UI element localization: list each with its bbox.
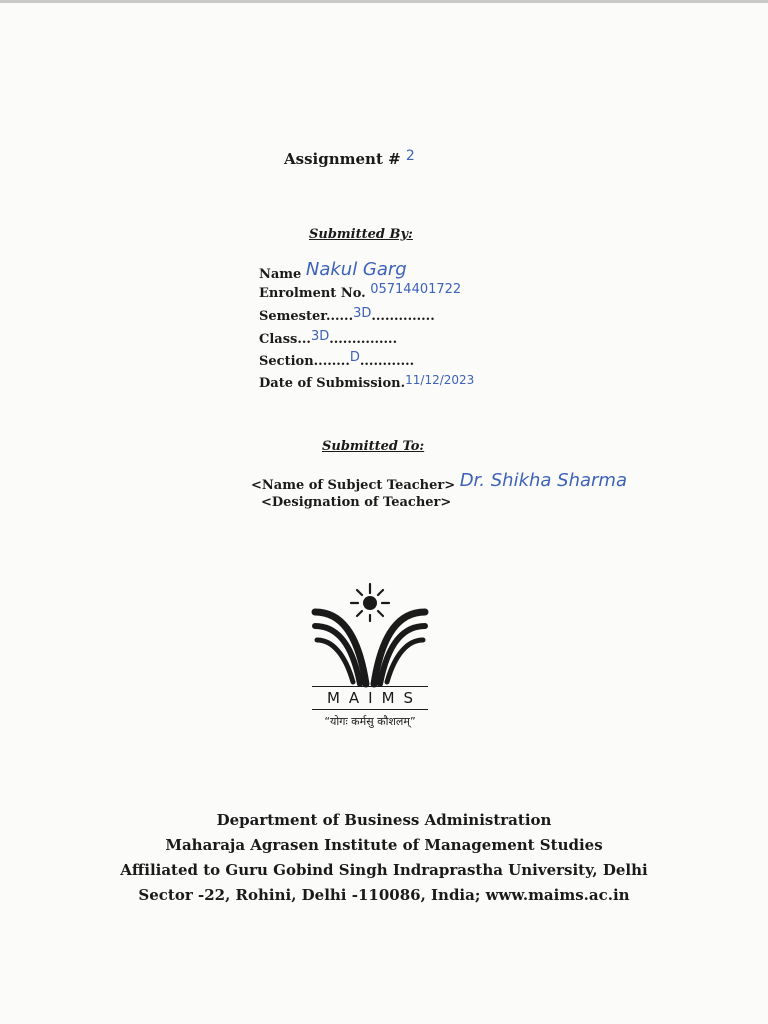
class-label: Class: [259, 332, 298, 347]
institute-line: Maharaja Agrasen Institute of Management Studies: [165, 836, 603, 854]
assignment-label: Assignment #: [284, 150, 401, 168]
assignment-title: [284, 150, 415, 168]
enrolment-label: Enrolment No.: [259, 286, 366, 301]
department-line: Department of Business Administration: [216, 811, 552, 829]
designation-label: <Designation of Teacher>: [261, 495, 452, 510]
maims-logo: [300, 580, 440, 750]
enrolment-value: 05714401722: [370, 282, 462, 297]
date-row: [259, 373, 475, 391]
teacher-row: [251, 470, 627, 494]
enrolment-row: [259, 282, 462, 301]
class-row: Class...3D...............: [259, 329, 398, 347]
name-value: Nakul Garg: [305, 259, 407, 280]
class-value: 3D: [310, 329, 330, 344]
name-row: [259, 259, 407, 283]
affiliation-line: Affiliated to Guru Gobind Singh Indraprastha University, Delhi: [120, 861, 648, 879]
name-label: Name: [259, 267, 302, 282]
semester-value: 3D: [353, 306, 372, 321]
teacher-label: <Name of Subject Teacher>: [251, 478, 456, 493]
address-line: Sector -22, Rohini, Delhi -110086, India; www.maims.ac.in: [138, 886, 630, 904]
submitted-to-heading: Submitted To:: [322, 439, 425, 454]
logo-motto: “योगः कर्मसु कौशलम्”: [324, 715, 416, 728]
date-value: 11/12/2023: [405, 373, 475, 387]
scan-edge: [0, 0, 768, 3]
date-label: Date of Submission.: [259, 376, 406, 391]
section-value: D: [349, 350, 360, 365]
assignment-number: 2: [405, 148, 415, 164]
semester-row: Semester......3D..............: [259, 306, 435, 324]
semester-label: Semester: [259, 309, 326, 324]
section-label: Section: [259, 354, 314, 369]
teacher-value: Dr. Shikha Sharma: [459, 470, 627, 491]
section-row: Section........D............: [259, 350, 415, 369]
maims-emblem-icon: [300, 580, 440, 692]
logo-abbreviation: MAIMS: [326, 689, 423, 707]
submitted-by-heading: Submitted By:: [309, 227, 413, 242]
